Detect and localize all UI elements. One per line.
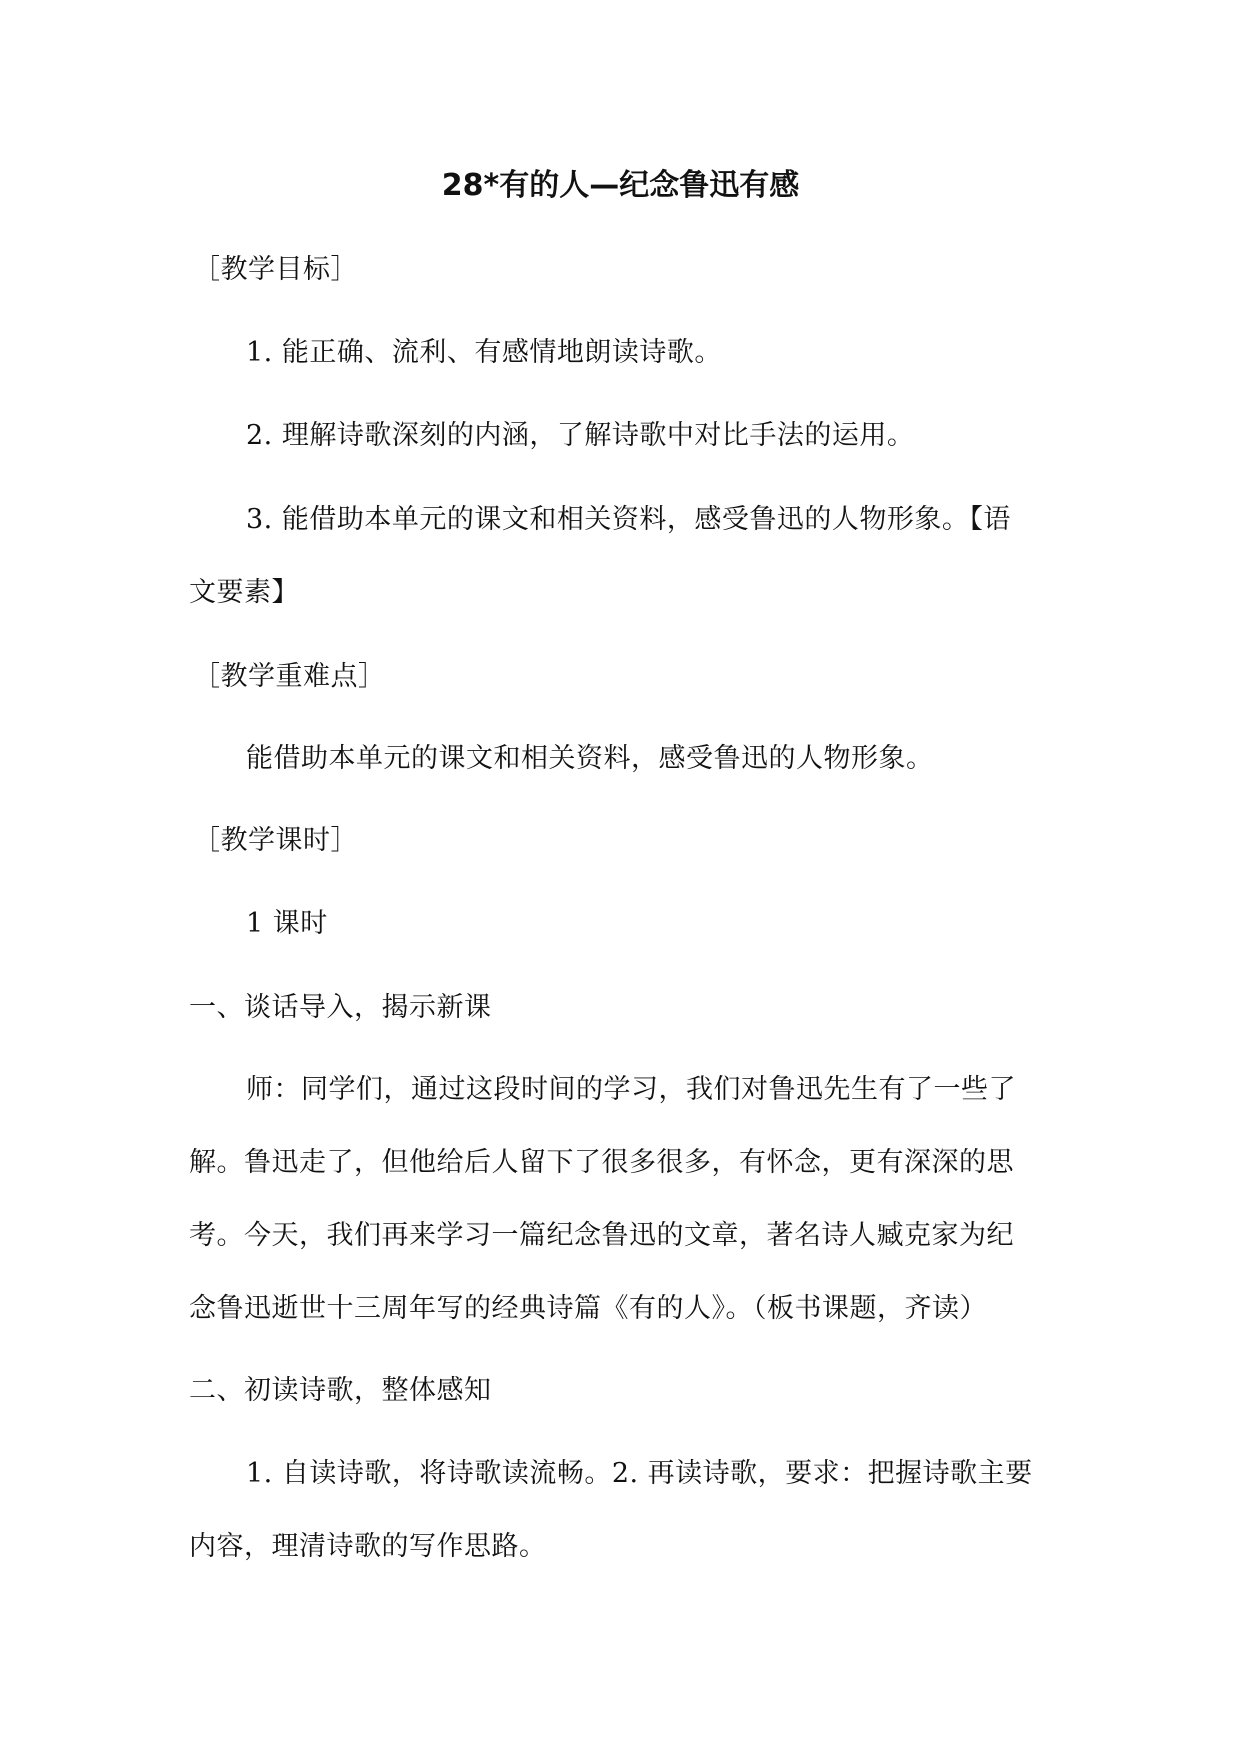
key-points-text: 能借助本单元的课文和相关资料，感受鲁迅的人物形象。 — [246, 743, 934, 774]
goal-item-1: 1. 能正确、流利、有感情地朗读诗歌。 — [246, 337, 722, 368]
page-title: 28*有的人—纪念鲁迅有感 — [441, 168, 800, 203]
part-1-heading: 一、谈话导入，揭示新课 — [189, 992, 492, 1023]
part-2-line-2: 内容，理清诗歌的写作思路。 — [189, 1531, 547, 1562]
part-1-line-3: 考。今天，我们再来学习一篇纪念鲁迅的文章，著名诗人臧克家为纪 — [189, 1220, 1014, 1251]
goal-item-3-line-2: 文要素】 — [189, 577, 299, 608]
part-1-line-4: 念鲁迅逝世十三周年写的经典诗篇《有的人》。（板书课题，齐读） — [189, 1293, 987, 1324]
key-points-heading: ［教学重难点］ — [193, 661, 386, 692]
class-hours-heading: ［教学课时］ — [193, 825, 358, 856]
part-1-line-1: 师：同学们，通过这段时间的学习，我们对鲁迅先生有了一些了 — [246, 1074, 1016, 1105]
goal-item-2: 2. 理解诗歌深刻的内涵，了解诗歌中对比手法的运用。 — [246, 420, 915, 451]
part-2-heading: 二、初读诗歌，整体感知 — [189, 1375, 492, 1406]
goals-heading: ［教学目标］ — [193, 254, 358, 285]
part-2-line-1: 1. 自读诗歌，将诗歌读流畅。2. 再读诗歌，要求：把握诗歌主要 — [246, 1458, 1033, 1489]
goal-item-3-line-1: 3. 能借助本单元的课文和相关资料，感受鲁迅的人物形象。【语 — [246, 504, 1011, 535]
part-1-line-2: 解。鲁迅走了，但他给后人留下了很多很多，有怀念，更有深深的思 — [189, 1147, 1014, 1178]
class-hours-text: 1 课时 — [246, 908, 328, 939]
